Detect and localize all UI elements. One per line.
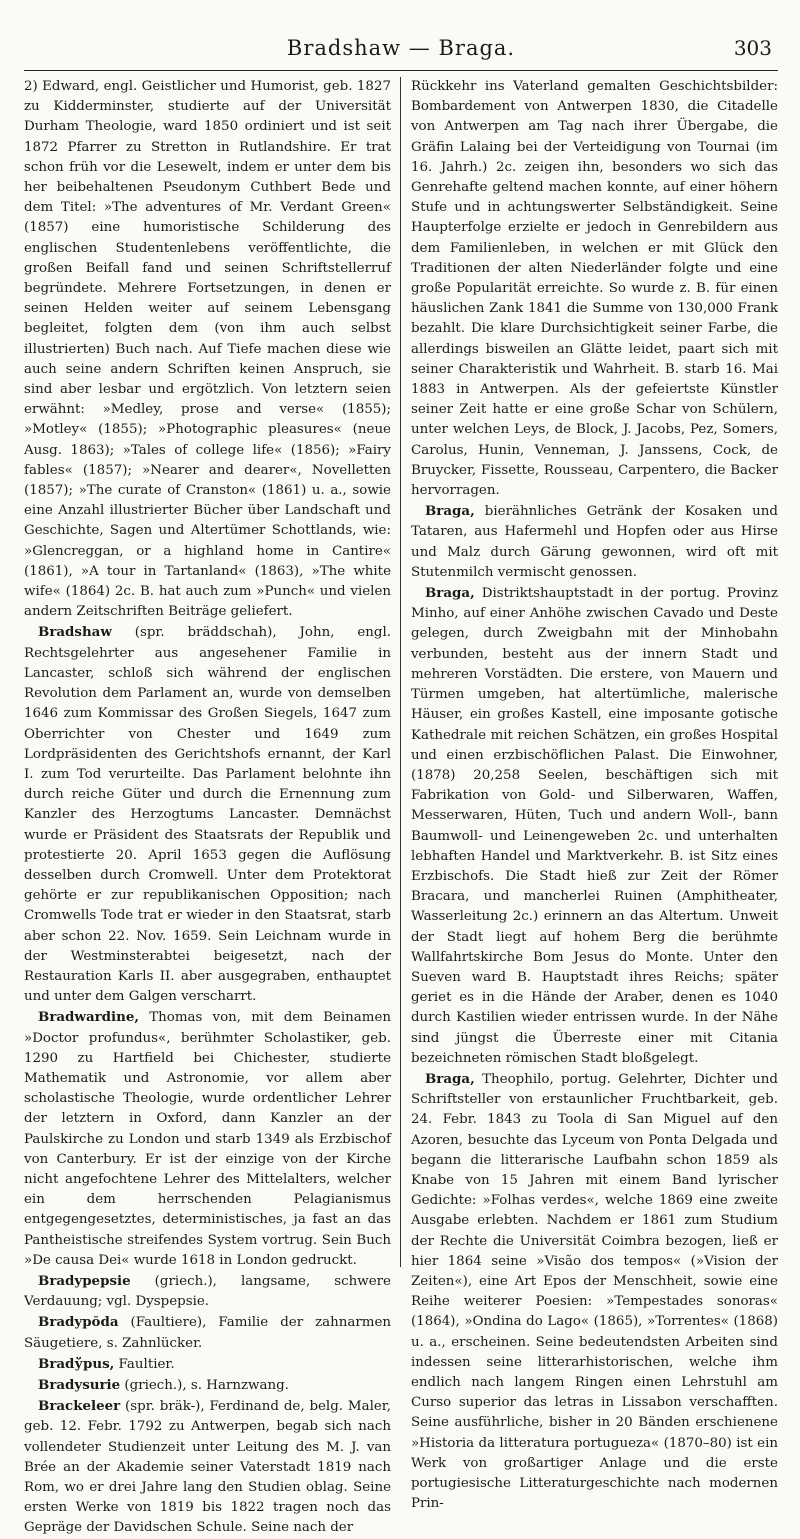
left-column [24, 77, 400, 1536]
two-column-body [24, 77, 778, 1536]
entry-text: 2) Edward, engl. Geistlicher und Humorist, geb. 1827 zu Kidderminster, studierte auf der Universität Durham Theologie, ward 1850 ordiniert und ist seit 1872 Pfarrer zu Stretton in Rutlandshire. Er trat schon früh vor die Lesewelt, indem er unter dem bis her beibehaltenen Pseudonym Cuthbert Bede und dem Titel: »The adventures of Mr. Verdant Green« (1857) eine humoristische Schilderung des englischen Studentenlebens veröffentlichte, die großen Beifall fand und seinen Schriftstellerruf begründete. Mehrere Fortsetzungen, in denen er seinen Helden weiter auf seinem Lebensgang begleitet, folgten dem (von ihm auch selbst illustrierten) Buch nach. Auf Tiefe machen diese wie auch seine andern Schriften keinen Anspruch, sie sind aber lesbar und ergötzlich. Von letztern seien erwähnt: »Medley, prose and verse« (1855); »Motley« (1855); »Photographic pleasures« (neue Ausg. 1863); »Tales of college life« (1856); »Fairy fables« (1857); »Nearer and dearer«, Novelletten (1857); »The curate of Cranston« (1861) u. a., sowie eine Anzahl illustrierter Bücher über Landschaft und Geschichte, Sagen und Altertümer Schottlands, wie: »Glencreggan, or a highland home in Cantire« (1861), »A tour in Tartanland« (1863), »The white wife« (1864) 2c. B. hat auch zum »Punch« und vielen andern Zeitschriften Beiträge geliefert. [24, 79, 391, 620]
entry-text: bierähnliches Getränk der Kosaken und Tataren, aus Hafermehl und Hopfen oder aus Hirse und Malz durch Gärung gewonnen, wird oft mit Stutenmilch vermischt genossen. [410, 504, 778, 580]
entry-text: (griech.), s. Harnzwang. [120, 1378, 289, 1393]
headword: Brackeleer [38, 1398, 121, 1415]
entry [24, 1271, 391, 1312]
running-head: Bradshaw — Braga. [286, 36, 516, 60]
headword: Braga, [424, 585, 475, 602]
entry [24, 1375, 391, 1396]
entry-text: Faultier. [114, 1356, 175, 1372]
page-number: 303 [733, 36, 772, 60]
headword: Braga, [424, 503, 475, 520]
entry-text: (spr. bräddschah), John, engl. Rechtsgelehrter aus angesehener Familie in Lancaster, schloß sich während der englischen Revolution dem Parlament an, wurde von demselben 1646 zum Kommissar des Großen Siegels, 1647 zum Oberrichter von Chester und 1649 zum Lordpräsidenten des Gerichtshofs ernannt, der Karl I. zum Tod verurteilte. Das Parlament belohnte ihn durch reiche Güter und durch die Ernennung zum Kanzler des Herzogtums Lancaster. Demnächst wurde er Präsident des Staatsrats der Republik und protestierte 20. April 1653 gegen die Auflösung desselben durch Cromwell. Unter dem Protektorat gehörte er zur republikanischen Opposition; nach Cromwells Tode trat er wieder in den Staatsrat, starb aber schon 22. Nov. 1659. Sein Leichnam wurde in der Westminsterabtei beigesetzt, nach der Restauration Karls II. aber ausgegraben, enthauptet und unter dem Galgen verscharrt. [24, 625, 391, 1005]
entry-text: Thomas von, mit dem Beinamen »Doctor profundus«, berühmter Scholastiker, geb. 1290 zu Hartfield bei Chichester, studierte Mathematik und Astronomie, vor allem aber scholastische Theologie, wurde ordentlicher Lehrer der letztern in Oxford, dann Kanzler an der Paulskirche zu London und starb 1349 als Erzbischof von Canterbury. Er ist der einzige von der Kirche nicht angefochtene Lehrer des Mittelalters, welcher ein dem herrschenden Pelagianismus entgegengesetztes, deterministisches, ja fast an das Pantheistische streifendes System vortrug. Sein Buch »De causa Dei« wurde 1618 in London gedruckt. [24, 1010, 391, 1268]
entry-text: Rückkehr ins Vaterland gemalten Geschichtsbilder: Bombardement von Antwerpen 1830, die Citadelle von Antwerpen am Tag nach ihrer Übergabe, die Gräfin Lalaing bei der Verteidigung von Tournai (im 16. Jahrh.) 2c. zeigen ihn, besonders wo sich das Genrehafte geltend machen konnte, auf einer höhern Stufe und in achtungswerter Selbständigkeit. Seine Haupterfolge erzielte er jedoch in Genrebildern aus dem Familienleben, in welchen er mit Glück den Traditionen der alten Niederländer folgte und eine große Popularität erreichte. So wurde z. B. für einen häuslichen Zank 1841 die Summe von 130,000 Frank bezahlt. Die klare Durchsichtigkeit seiner Farbe, die allerdings bisweilen an Glätte leidet, paart sich mit seiner Charakteristik und Wahrheit. B. starb 16. Mai 1883 in Antwerpen. Als der gefeiertste Künstler seiner Zeit hatte er eine große Schar von Schülern, unter welchen Leys, de Block, J. Jacobs, Pez, Somers, Carolus, Hunin, Venneman, J. Janssens, Cock, de Bruycker, Fissette, Rousseau, Carpentero, die Backer hervorragen. [410, 79, 778, 499]
entry [411, 583, 778, 1069]
entry [24, 1354, 391, 1375]
headword: Bradysurie [38, 1377, 121, 1393]
entry [411, 501, 778, 583]
entry-continuation [24, 77, 391, 622]
page-header [24, 28, 778, 68]
entry [24, 1312, 391, 1353]
headword: Bradypŏda [38, 1314, 119, 1331]
entry [411, 1069, 778, 1514]
entry-text: (griech.), langsame, schwere Verdauung; vgl. Dyspepsie. [24, 1273, 391, 1310]
entry-text: (spr. bräk-), Ferdinand de, belg. Maler, geb. 12. Febr. 1792 zu Antwerpen, begab sich nach vollendeter Studienzeit unter Leitung des M. J. van Brée an der Akademie seiner Vaterstadt 1819 nach Rom, wo er drei Jahre lang den Studien oblag. Seine ersten Werke von 1819 bis 1822 tragen noch das Gepräge der Davidschen Schule. Seine nach der [24, 1399, 391, 1536]
entry [24, 622, 391, 1007]
headword: Braga, [424, 1070, 475, 1087]
entry-continuation [411, 77, 778, 501]
entry [24, 1396, 391, 1538]
headword: Bradўpus, [38, 1355, 115, 1372]
entry-text: Distriktshauptstadt in der portug. Provinz Minho, auf einer Anhöhe zwischen Cavado und Deste gelegen, durch Zweigbahn mit der Minhobahn verbunden, besteht aus der innern Stadt und mehreren Vorstädten. Die erstere, von Mauern und Türmen umgeben, hat altertümliche, malerische Häuser, ein großes Kastell, eine imposante gotische Kathedrale mit reichen Schätzen, ein großes Hospital und einen erzbischöflichen Palast. Die Einwohner, (1878) 20,258 Seelen, beschäftigen sich mit Fabrikation von Gold- und Silberwaren, Waffen, Messerwaren, Hüten, Tuch und andern Woll-, bann Baumwoll- und Leinengeweben 2c. und unterhalten lebhaften Handel und Marktverkehr. B. ist Sitz eines Erzbischofs. Die Stadt hieß zur Zeit der Römer Bracara, und mancherlei Ruinen (Amphitheater, Wasserleitung 2c.) erinnern an das Altertum. Unweit der Stadt liegt auf hohem Berg die berühmte Wallfahrtskirche Bom Jesus do Monte. Unter den Sueven ward B. Hauptstadt ihres Reichs; später geriet es in die Hände der Araber, denen es 1040 durch Kastilien wieder entrissen wurde. In der Nähe sind jüngst die Überreste einer mit Citania bezeichneten römischen Stadt bloßgelegt. [410, 586, 778, 1066]
entry [24, 1007, 391, 1271]
headword: Bradshaw [38, 624, 112, 641]
entry-text: Theophilo, portug. Gelehrter, Dichter und Schriftsteller von erstaunlicher Fruchtbarkeit, geb. 24. Febr. 1843 zu Toola di San Miguel auf den Azoren, besuchte das Lyceum von Ponta Delgada und begann die litterarische Laufbahn schon 1859 als Knabe von 15 Jahren mit einem Band lyrischer Gedichte: »Folhas verdes«, welche 1869 eine zweite Ausgabe erlebten. Nachdem er 1861 zum Studium der Rechte die Universität Coimbra bezogen, ließ er hier 1864 seine »Visão dos tempos« (»Vision der Zeiten«), eine Art Epos der Menschheit, sowie eine Reihe weiterer Poesien: »Tempestades sonoras« (1864), »Ondina do Lago« (1865), »Torrentes« (1868) u. a., erscheinen. Seine bedeutendsten Arbeiten sind indessen seine litterarhistorischen, welche ihm endlich nach langem Ringen einen Lehrstuhl am Curso superior das letras in Lissabon verschafften. Seine ausführliche, bisher in 20 Bänden erschienene »Historia da litteratura portugueza« (1870–80) ist ein Werk von großartiger Anlage und die erste portugiesische Litteraturgeschichte nach modernen Prin- [410, 1071, 778, 1512]
header-rule [24, 70, 778, 71]
entry-text: (Faultiere), Familie der zahnarmen Säugetiere, s. Zahnlücker. [24, 1315, 391, 1351]
right-column [401, 77, 778, 1512]
headword: Bradwardine, [38, 1009, 140, 1026]
headword: Bradypepsie [38, 1272, 131, 1289]
